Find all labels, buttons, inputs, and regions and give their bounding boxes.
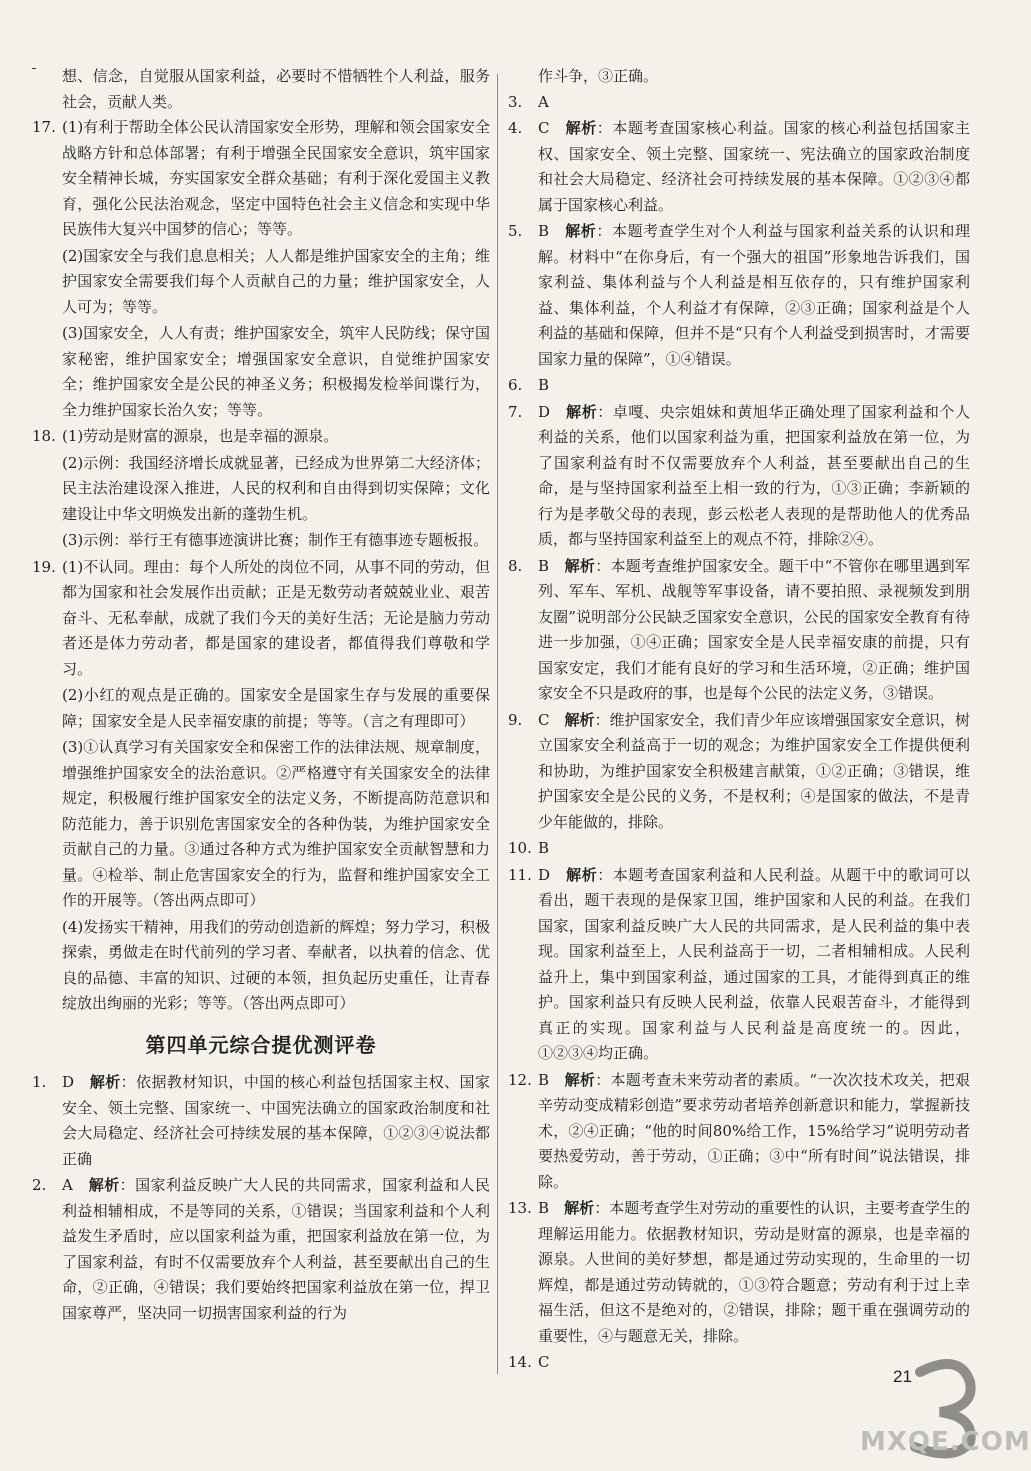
question-3: [508, 90, 970, 116]
question-18: [32, 424, 490, 554]
analysis-label: 解析: [89, 1073, 121, 1091]
answer-paragraph: (3)国家安全，人人有责；维护国家安全，筑牢人民防线；保守国家秘密，维护国家安全；增强国家安全意识，自觉维护国家安全；维护国家安全是公民的神圣义务；积极揭发检举间谍行为，全力维护国家长治久安；等等。: [62, 324, 490, 419]
question-number: 1.: [32, 1073, 47, 1091]
analysis-text: ：维护国家安全，我们青少年应该增强国家安全意识，树立国家安全利益高于一切的观念；为维护国家安全工作提供便利和协助，为维护国家安全积极建言献策，①②正确；③错误，维护国家安全是公民的义务，不是权利；④是国家的做法，不是青少年能做的，排除。: [538, 710, 970, 831]
analysis-label: 解析: [564, 1199, 595, 1217]
question-10: [508, 836, 970, 862]
answer-paragraph: (3)①认真学习有关国家安全和保密工作的法律法规、规章制度，增强维护国家安全的法治意识。②严格遵守有关国家安全的法律规定，积极履行维护国家安全的法定义务，不断提高防范意识和防范能力，善于识别危害国家安全的各种伪装，为维护国家安全贡献自己的力量。③通过各种方式为维护国家安全贡献智慧和力量。④检举、制止危害国家安全的行为，监督和维护国家安全工作的开展等。（答出两点即可）: [62, 738, 490, 909]
answer-paragraph: (2)小红的观点是正确的。国家安全是国家生存与发展的重要保障；国家安全是人民幸福安康的前提；等等。（言之有理即可）: [62, 686, 490, 730]
question-1: [32, 1070, 490, 1172]
analysis-label: 解析: [566, 865, 598, 884]
analysis-text: ：本题考查未来劳动者的素质。“一次次技术攻关，把艰辛劳动变成精彩创造”要求劳动者培养创新意识和能力，掌握新技术，②④正确；“他的时间80%给工作，15%给学习”说明劳动者要热爱劳动，善于劳动，①正确；③中“所有时间”说法错误，排除。: [538, 1070, 970, 1191]
analysis-label: 解析: [565, 119, 597, 137]
question-13: [508, 1196, 970, 1349]
analysis-text: ：本题考查学生对个人利益与国家利益关系的认识和理解。材料中“在你身后，有一个强大的祖国”形象地告诉我们，国家利益、集体利益与个人利益是相互依存的，只有维护国家利益、集体利益，个人利益才有保障，②③正确；国家利益是个人利益的基础和保障，但并不是“只有个人利益受到损害时，才需要国家力量的保障”，①④错误。: [538, 222, 970, 368]
analysis-text: ：本题考查学生对劳动的重要性的认识，主要考查学生的理解运用能力。依据教材知识，劳动是财富的源泉，也是幸福的源泉。人世间的美好梦想，都是通过劳动实现的，生命里的一切辉煌，都是通过劳动铸就的，①③符合题意；劳动有利于过上幸福生活，但这不是绝对的，②错误，排除；题干重在强调劳动的重要性，④与题意无关，排除。: [538, 1199, 970, 1345]
question-2: [32, 1173, 490, 1326]
analysis-label: 解析: [564, 1070, 596, 1089]
question-number: 5.: [508, 222, 523, 240]
question-4: [508, 116, 970, 218]
answer-letter: B: [538, 556, 550, 575]
question-9: [508, 708, 970, 836]
answer-letter: B: [538, 222, 550, 240]
question-number: 14.: [508, 1353, 532, 1371]
question-17: [32, 115, 490, 423]
answer-paragraph: (3)示例：举行王有德事迹演讲比赛；制作王有德事迹专题板报。: [62, 531, 489, 549]
question-number: 4.: [508, 119, 523, 137]
page-number: 21: [893, 1367, 912, 1386]
section-title: 第四单元综合提优测评卷: [145, 1032, 377, 1057]
analysis-label: 解析: [564, 556, 596, 575]
answer-paragraph: (4)发扬实干精神，用我们的劳动创造新的辉煌；努力学习，积极探索，勇做走在时代前列的学习者、奉献者，以执着的信念、优良的品德、丰富的知识、过硬的本领，担负起历史重任，让青春绽放出绚丽的光彩；等等。（答出两点即可）: [62, 917, 490, 1012]
question-number: 9.: [508, 710, 523, 729]
question-number: 12.: [508, 1070, 532, 1089]
answer-paragraph: (2)示例：我国经济增长成就显著，已经成为世界第二大经济体；民主法治建设深入推进，人民的权利和自由得到切实保障；文化建设让中华文明焕发出新的蓬勃生机。: [62, 453, 490, 523]
analysis-text: ：依据教材知识，中国的核心利益包括国家主权、国家安全、领土完整、国家统一、中国宪法确立的国家政治制度和社会大局稳定、经济社会可持续发展的基本保障，①②③④说法都正确: [62, 1073, 490, 1168]
answer-letter: D: [62, 1073, 75, 1091]
question-6: [508, 373, 970, 399]
question-number: 18.: [32, 427, 56, 445]
answer-letter: C: [538, 710, 550, 729]
answer-letter: B: [538, 1199, 550, 1217]
question-7: [508, 400, 970, 553]
question-5: [508, 219, 970, 372]
continued-text: 想、信念，自觉服从国家利益，必要时不惜牺牲个人利益，服务社会，贡献人类。: [62, 67, 490, 111]
column-divider: [497, 74, 498, 1374]
answer-letter: A: [62, 1176, 73, 1194]
answer-letter: D: [538, 402, 551, 421]
answer-paragraph: (2)国家安全与我们息息相关；人人都是维护国家安全的主角；维护国家安全需要我们每个人贡献自己的力量；维护国家安全，人人可为；等等。: [62, 246, 490, 316]
watermark-text: MXQE.COM: [860, 1427, 1031, 1457]
analysis-text: ：本题考查国家利益和人民利益。从题干中的歌词可以看出，题干表现的是保家卫国，维护国家和人民的利益。在我们国家，国家利益反映广大人民的共同需求，是人民利益的集中表现。国家利益至上，人民利益高于一切，二者相辅相成。人民利益升上，集中到国家利益，通过国家的工具，才能得到真正的维护。国家利益只有反映人民利益，依靠人民艰苦奋斗，才能得到真正的实现。国家利益与人民利益是高度统一的。因此，①②③④均正确。: [538, 865, 970, 1062]
question-8: [508, 554, 970, 707]
answer-letter: A: [538, 92, 549, 111]
analysis-label: 解析: [565, 222, 597, 240]
answer-letter: C: [538, 1353, 550, 1371]
question-number: 17.: [32, 118, 56, 136]
analysis-label: 解析: [564, 710, 595, 729]
answer-paragraph: (1)有利于帮助全体公民认清国家安全形势，理解和领会国家安全战略方针和总体部署；有利于增强全民国家安全意识，筑牢国家安全精神长城，夯实国家安全群众基础；有利于深化爱国主义教育，强化公民法治观念，坚定中国特色社会主义信念和实现中华民族伟大复兴中国梦的信心；等等。: [62, 118, 490, 238]
answer-letter: C: [538, 119, 550, 137]
answer-letter: D: [538, 865, 551, 884]
question-number: 6.: [508, 376, 523, 394]
analysis-text: ：本题考查国家核心利益。国家的核心利益包括国家主权、国家安全、领土完整、国家统一、宪法确立的国家政治制度和社会大局稳定、经济社会可持续发展的基本保障。①②③④都属于国家核心利益。: [538, 119, 970, 214]
answer-letter: B: [538, 376, 550, 394]
question-number: 3.: [508, 92, 523, 111]
analysis-label: 解析: [88, 1176, 120, 1194]
question-number: 7.: [508, 402, 523, 421]
answer-paragraph: (1)不认同。理由：每个人所处的岗位不同，从事不同的劳动，但都为国家和社会发展作出贡献；正是无数劳动者兢兢业业、艰苦奋斗、无私奉献，成就了我们今天的美好生活；无论是脑力劳动者还是体力劳动者，都是国家的建设者，都值得我们尊敬和学习。: [62, 557, 490, 678]
analysis-text: ：卓嘎、央宗姐妹和黄旭华正确处理了国家利益和个人利益的关系，他们以国家利益为重，把国家利益放在第一位，为了国家利益有时不仅需要放弃个人利益，甚至要献出自己的生命，是与坚持国家利益至上相一致的行为，①③正确；李新颖的行为是孝敬父母的表现，彭云松老人表现的是帮助他人的优秀品质，都与坚持国家利益至上的观点不符，排除②④。: [538, 402, 970, 548]
analysis-text: ：国家利益反映广大人民的共同需求，国家利益和人民利益相辅相成，不是等同的关系，①错误；当国家利益和个人利益发生矛盾时，应以国家利益为重，把国家利益放在第一位，为了国家利益，有时不仅需要放弃个人利益，甚至要献出自己的生命，②正确，④错误；我们要始终把国家利益放在第一位，捍卫国家尊严，坚决同一切损害国家利益的行为: [62, 1176, 490, 1322]
question-19: [32, 555, 490, 1017]
question-number: 10.: [508, 839, 532, 857]
question-number: 2.: [32, 1176, 47, 1194]
question-12: [508, 1068, 970, 1196]
left-column: [32, 64, 490, 1327]
question-number: 13.: [508, 1199, 532, 1217]
analysis-text: ：本题考查维护国家安全。题干中“不管你在哪里遇到军列、军车、军机、战舰等军事设备，请不要拍照、录视频发到朋友圈”说明部分公民缺乏国家安全意识，公民的国家安全教育有待进一步加强，①④正确；国家安全是人民幸福安康的前提，只有国家安定，我们才能有良好的学习和生活环境，②正确；维护国家安全不只是政府的事，也是每个公民的法定义务，③错误。: [538, 556, 970, 702]
question-number: 8.: [508, 556, 523, 575]
answer-letter: B: [538, 1070, 550, 1089]
continued-text: 作斗争，③正确。: [538, 67, 659, 85]
right-column: [508, 64, 970, 1377]
analysis-label: 解析: [566, 402, 598, 421]
question-number: 11.: [508, 865, 532, 884]
question-number: 19.: [32, 557, 56, 576]
answer-paragraph: (1)劳动是财富的源泉，也是幸福的源泉。: [62, 427, 339, 445]
answer-letter: B: [538, 839, 550, 857]
question-11: [508, 863, 970, 1067]
